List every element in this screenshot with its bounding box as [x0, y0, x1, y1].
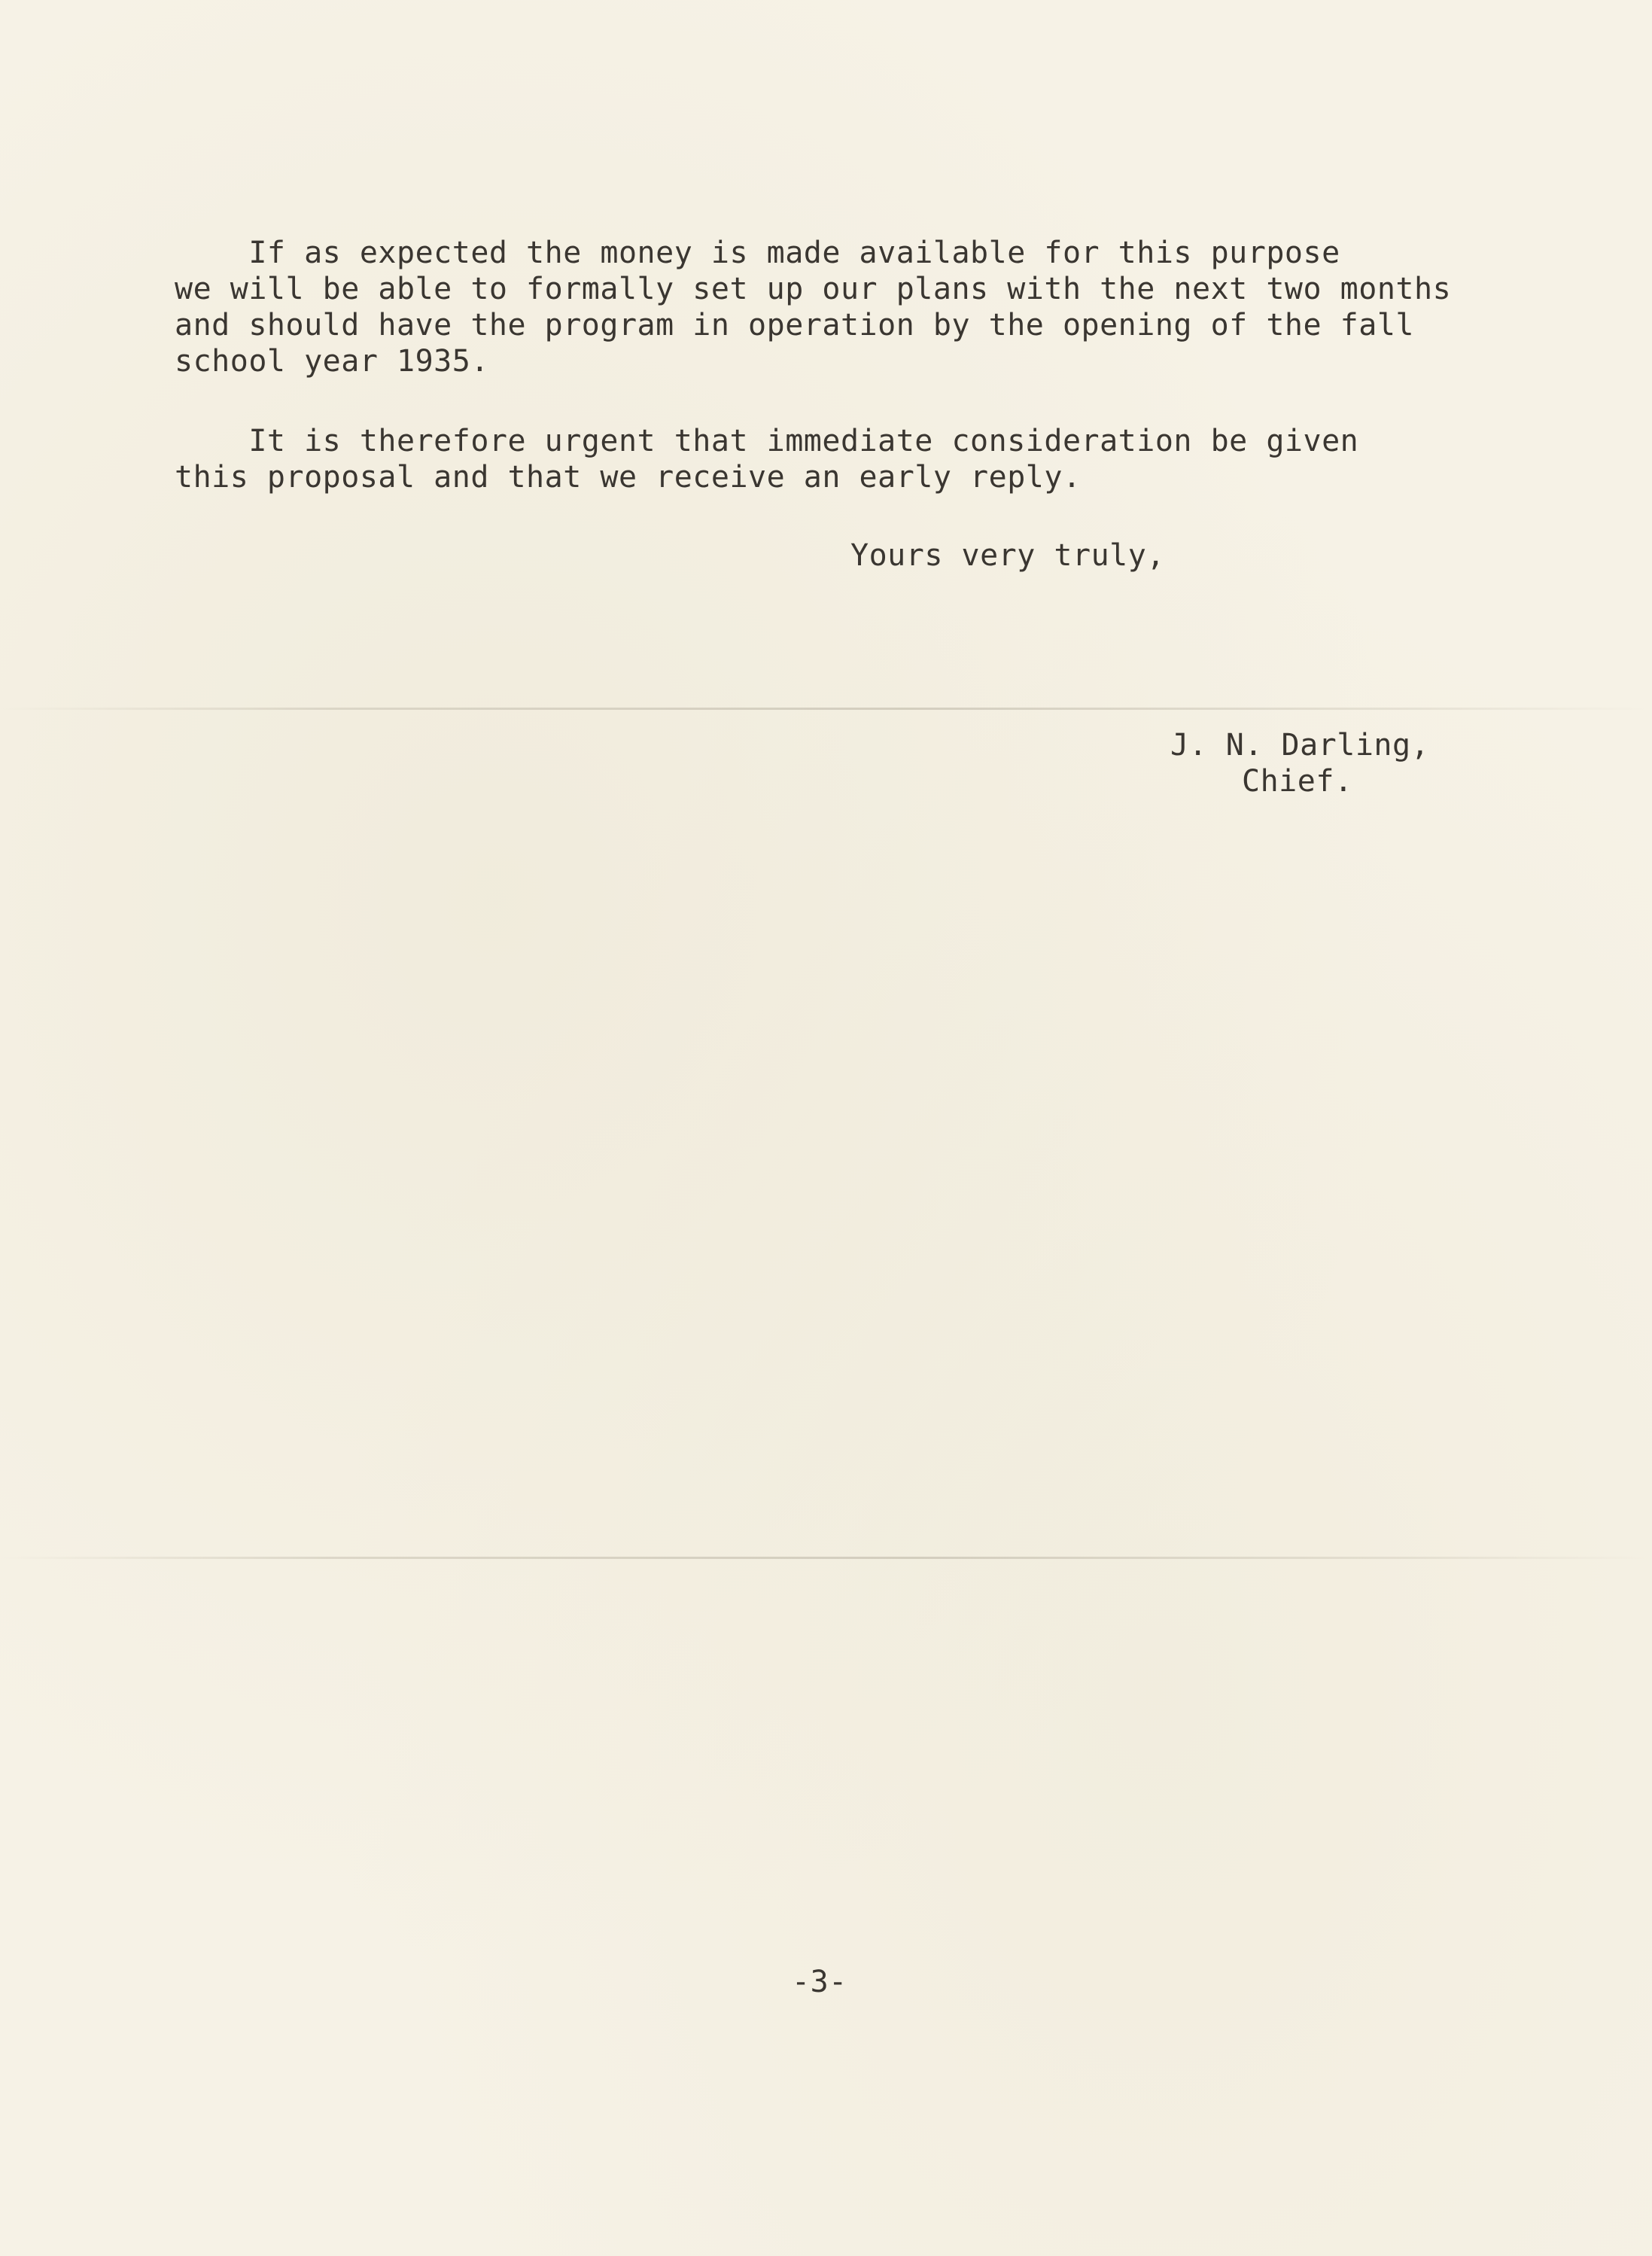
complimentary-close: Yours very truly,: [850, 538, 1165, 573]
signature-title: Chief.: [1242, 764, 1353, 799]
text-line: If as expected the money is made available for this purpose: [175, 236, 1340, 270]
paper-fold-line: [0, 708, 1652, 710]
text-line: this proposal and that we receive an early reply.: [175, 460, 1082, 495]
signature-name: J. N. Darling,: [1170, 728, 1430, 763]
paragraph-funding: [175, 235, 1451, 379]
text-line: It is therefore urgent that immediate consideration be given: [175, 424, 1359, 458]
text-line: school year 1935.: [175, 344, 489, 379]
text-line: we will be able to formally set up our plans with the next two months: [175, 272, 1452, 306]
paragraph-urgency: [175, 423, 1358, 495]
page-number: -3-: [792, 1965, 847, 1999]
text-line: and should have the program in operation by the opening of the fall: [175, 308, 1414, 343]
paper-fold-line: [0, 1557, 1652, 1559]
